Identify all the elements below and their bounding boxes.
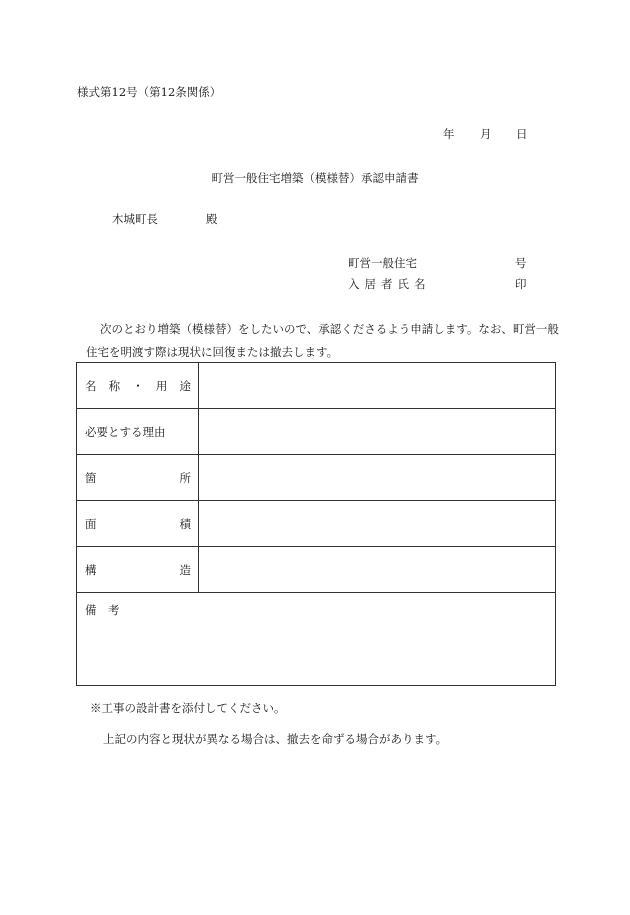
housing-label: 町営一般住宅 [348,256,417,270]
form-id: 様式第12号（第12条関係） [77,85,222,99]
label-name-purpose [77,363,199,409]
label-area [77,501,199,547]
label-char: 途 [179,378,191,393]
table-row [77,455,556,501]
remarks-cell[interactable] [77,593,556,686]
date-day-label: 日 [516,127,528,141]
table-row [77,363,556,409]
table-row [77,409,556,455]
application-body-text: 次のとおり増築（模様替）をしたいので、承認くださるよう申請します。なお、町営一般住宅を明渡す際は現状に回復または撤去します。 [86,322,559,359]
label-char: 所 [179,470,191,485]
label-char: 造 [179,562,191,577]
application-form-table [76,362,556,686]
label-char: 面 [85,516,97,531]
label-char: 構 [85,562,97,577]
remarks-row [77,593,556,686]
document-title: 町営一般住宅増築（模様替）承認申請書 [211,171,419,185]
label-char: 用 [155,378,168,393]
label-char: 称 [108,378,121,393]
table-row [77,501,556,547]
label-reason [77,409,199,455]
value-area[interactable] [199,501,556,547]
label-text: 必要とする理由 [85,424,166,439]
table-row [77,547,556,593]
honorific: 殿 [206,212,218,226]
value-name-purpose[interactable] [199,363,556,409]
removal-note: 上記の内容と現状が異なる場合は、撤去を命ずる場合があります。 [103,732,448,746]
label-char: 積 [179,516,191,531]
label-structure [77,547,199,593]
label-char: ・ [132,378,144,393]
number-suffix: 号 [515,256,527,270]
remarks-label: 備 考 [85,603,120,617]
value-structure[interactable] [199,547,556,593]
label-char: 名 [85,378,97,393]
label-char: 箇 [85,470,97,485]
date-month-label: 月 [480,127,492,141]
addressee: 木城町長 [112,212,158,226]
label-location [77,455,199,501]
seal-label: 印 [515,277,527,291]
value-reason[interactable] [199,409,556,455]
attachment-note: ※工事の設計書を添付してください。 [90,701,286,715]
date-year-label: 年 [443,127,455,141]
resident-name-label: 入居者氏名 [348,277,431,291]
value-location[interactable] [199,455,556,501]
